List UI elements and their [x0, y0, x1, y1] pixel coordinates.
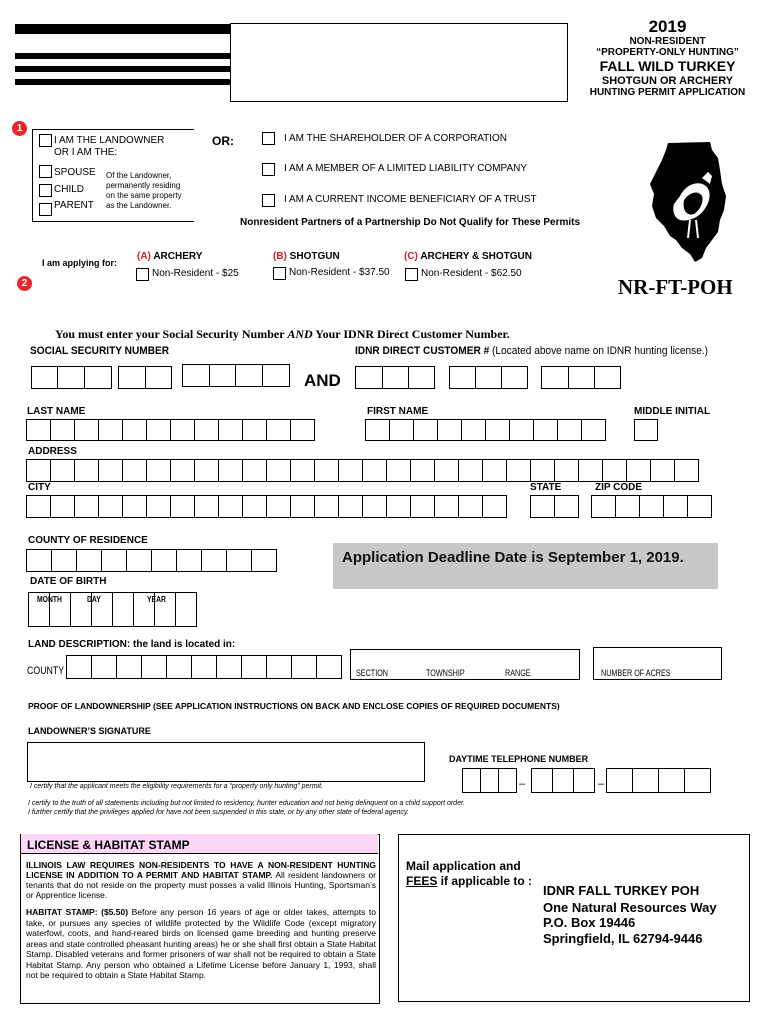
- input-cell[interactable]: [291, 655, 317, 679]
- header-line5: HUNTING PERMIT APPLICATION: [589, 87, 746, 98]
- ssn-group-2[interactable]: [118, 366, 172, 389]
- input-cell[interactable]: [578, 459, 603, 482]
- township-label: TOWNSHIP: [426, 668, 465, 678]
- input-cell[interactable]: [170, 419, 195, 441]
- option-a-price: Non-Resident - $25: [152, 268, 239, 279]
- relation-note-line: as the Landowner.: [106, 201, 172, 210]
- spouse-label: SPOUSE: [54, 167, 96, 178]
- city-label: CITY: [28, 482, 51, 493]
- input-cell[interactable]: [338, 495, 363, 518]
- input-cell[interactable]: [266, 655, 292, 679]
- city-cells[interactable]: [26, 495, 507, 518]
- option-b-checkbox[interactable]: [273, 267, 286, 280]
- input-cell[interactable]: [51, 549, 77, 572]
- idnr-group-2[interactable]: [449, 366, 528, 389]
- input-cell[interactable]: [101, 549, 127, 572]
- input-cell[interactable]: [242, 419, 267, 441]
- applying-label: I am applying for:: [42, 258, 118, 268]
- input-cell[interactable]: [116, 655, 142, 679]
- input-cell[interactable]: [314, 459, 339, 482]
- input-cell[interactable]: [290, 459, 315, 482]
- input-cell[interactable]: [434, 495, 459, 518]
- option-c-letter: (C): [404, 251, 418, 262]
- option-b-header: [273, 251, 340, 262]
- phone-line-cells[interactable]: [606, 768, 711, 793]
- input-cell[interactable]: [687, 495, 712, 518]
- input-cell[interactable]: [554, 459, 579, 482]
- input-cell[interactable]: [362, 495, 387, 518]
- middle-initial-label: MIDDLE INITIAL: [634, 406, 711, 417]
- input-cell[interactable]: [602, 459, 627, 482]
- input-cell[interactable]: [410, 459, 435, 482]
- habitat-stamp-bold: HABITAT STAMP: ($5.50): [26, 907, 129, 917]
- mail-line-2-rest: if applicable to :: [437, 874, 533, 888]
- trust-checkbox[interactable]: [262, 194, 275, 207]
- mail-addr-1: IDNR FALL TURKEY POH: [543, 883, 700, 898]
- input-cell[interactable]: [141, 655, 167, 679]
- phone-dash-2: –: [598, 778, 605, 790]
- option-a-header: [137, 251, 202, 262]
- llc-label: I AM A MEMBER OF A LIMITED LIABILITY COMPANY: [284, 163, 528, 174]
- county-residence-cells[interactable]: [26, 549, 277, 572]
- input-cell[interactable]: [639, 495, 664, 518]
- input-cell[interactable]: [218, 495, 243, 518]
- input-cell[interactable]: [485, 419, 510, 441]
- license-law-text: [26, 860, 376, 900]
- input-cell[interactable]: [194, 495, 219, 518]
- ssn-label: SOCIAL SECURITY NUMBER: [30, 345, 170, 357]
- input-cell[interactable]: [170, 459, 195, 482]
- county-label: COUNTY: [27, 665, 65, 677]
- input-cell[interactable]: [386, 495, 411, 518]
- input-cell[interactable]: [290, 495, 315, 518]
- habitat-stamp-text: [26, 907, 376, 981]
- deadline-text: Application Deadline Date is September 1, 2019.: [342, 549, 684, 566]
- input-cell[interactable]: [437, 419, 462, 441]
- input-cell[interactable]: [242, 495, 267, 518]
- input-cell[interactable]: [530, 495, 555, 518]
- child-label: CHILD: [54, 184, 85, 195]
- parent-checkbox[interactable]: [39, 203, 52, 216]
- step-1-badge: 1: [12, 121, 27, 136]
- parent-label: PARENT: [54, 200, 94, 211]
- zip-cells[interactable]: [591, 495, 712, 518]
- phone-area-cells[interactable]: [462, 768, 517, 793]
- input-cell[interactable]: [650, 459, 675, 482]
- address-cells[interactable]: [26, 459, 699, 482]
- certify-line-3: I further certify that the privileges applied for have not been suspended in this state, or by any other state of federal agency.: [28, 809, 409, 816]
- input-cell[interactable]: [226, 549, 252, 572]
- input-cell[interactable]: [126, 549, 152, 572]
- input-cell[interactable]: [615, 495, 640, 518]
- input-cell[interactable]: [26, 419, 51, 441]
- mail-line-1: Mail application and: [406, 859, 521, 873]
- input-cell[interactable]: [146, 419, 171, 441]
- input-cell[interactable]: [194, 419, 219, 441]
- acres-label: NUMBER OF ACRES: [601, 668, 671, 678]
- header-bar-3: [15, 66, 230, 72]
- input-cell[interactable]: [386, 459, 411, 482]
- input-cell[interactable]: [74, 419, 99, 441]
- option-c-name: ARCHERY & SHOTGUN: [420, 251, 532, 262]
- input-cell[interactable]: [151, 549, 177, 572]
- header-bar-2: [15, 53, 230, 59]
- input-cell[interactable]: [434, 459, 459, 482]
- landowner-checkbox[interactable]: [39, 134, 52, 147]
- id-instruction-pre: You must enter your Social Security Number: [55, 327, 288, 341]
- input-cell[interactable]: [50, 459, 75, 482]
- input-cell[interactable]: [74, 495, 99, 518]
- input-cell[interactable]: [533, 419, 558, 441]
- header-title: [570, 18, 765, 99]
- id-instruction-post: Your IDNR Direct Customer Number.: [312, 327, 510, 341]
- phone-prefix-cells[interactable]: [531, 768, 595, 793]
- input-cell[interactable]: [122, 495, 147, 518]
- dob-year-label: YEAR: [147, 595, 166, 604]
- input-cell[interactable]: [112, 592, 134, 627]
- mail-addr-2: One Natural Resources Way: [543, 900, 717, 915]
- header-bar-1: [15, 24, 230, 34]
- header-line3: FALL WILD TURKEY: [599, 58, 736, 74]
- input-cell[interactable]: [98, 419, 123, 441]
- state-cells[interactable]: [530, 495, 579, 518]
- certify-line-1: I certify that the applicant meets the eligibility requirements for a “property only hunting” permit.: [30, 783, 323, 790]
- input-cell[interactable]: [482, 495, 507, 518]
- license-title: LICENSE & HABITAT STAMP: [27, 838, 190, 852]
- signature-label: LANDOWNER’S SIGNATURE: [28, 726, 151, 736]
- certify-line-2: I certify to the truth of all statements including but not limited to residency, hunter education and not being delinquent on a child support order.: [28, 800, 465, 807]
- ssn-group-1[interactable]: [31, 366, 112, 389]
- signature-box[interactable]: [27, 742, 425, 782]
- relation-note: [106, 171, 182, 211]
- or-i-am-label: OR I AM THE:: [54, 147, 118, 158]
- trust-label: I AM A CURRENT INCOME BENEFICIARY OF A TRUST: [284, 194, 537, 205]
- dob-month-label: MONTH: [37, 595, 62, 604]
- county-cells[interactable]: [66, 655, 342, 679]
- input-cell[interactable]: [26, 459, 51, 482]
- input-cell[interactable]: [122, 419, 147, 441]
- input-cell[interactable]: [410, 495, 435, 518]
- partners-note: Nonresident Partners of a Partnership Do Not Qualify for These Permits: [240, 217, 581, 228]
- habitat-stamp-rest: Before any person 16 years of age or older takes, attempts to take, or pursues any species of wildlife protected by the Wildlife Code (except migratory waterfowl, coots, and hand-reared birds on licensed game breeding and hunting preserve areas and state controlled pheasant hunting areas) he or she shall first obtain a State Habitat Stamp. Disabled veterans and former prisoners of war shall not be required to obtain a State Habitat Stamp. Any person who obtained a Lifetime License before January 1, 1993, shall not be required to obtain a State Habitat Stamp.: [26, 907, 376, 980]
- input-cell[interactable]: [316, 655, 342, 679]
- input-cell[interactable]: [218, 459, 243, 482]
- input-cell[interactable]: [290, 419, 315, 441]
- illinois-turkey-logo: [640, 140, 735, 265]
- relation-note-line: on the same property: [106, 191, 182, 200]
- option-a-name: ARCHERY: [153, 251, 203, 262]
- license-title-bar: [21, 834, 378, 854]
- input-cell[interactable]: [76, 549, 102, 572]
- section-label: SECTION: [356, 668, 389, 678]
- first-name-label: FIRST NAME: [367, 406, 429, 417]
- idnr-note: (Located above name on IDNR hunting license.): [492, 345, 709, 357]
- input-cell[interactable]: [98, 495, 123, 518]
- input-cell[interactable]: [251, 549, 277, 572]
- header-box: [230, 23, 568, 102]
- id-instruction: [55, 327, 510, 342]
- option-b-price: Non-Resident - $37.50: [289, 267, 390, 278]
- step-2-badge: 2: [17, 276, 32, 291]
- option-a-checkbox[interactable]: [136, 268, 149, 281]
- input-cell[interactable]: [266, 459, 291, 482]
- input-cell[interactable]: [194, 459, 219, 482]
- input-cell[interactable]: [314, 495, 339, 518]
- input-cell[interactable]: [66, 655, 92, 679]
- input-cell[interactable]: [338, 459, 363, 482]
- input-cell[interactable]: [216, 655, 242, 679]
- input-cell[interactable]: [413, 419, 438, 441]
- input-cell[interactable]: [166, 655, 192, 679]
- option-b-letter: (B): [273, 251, 287, 262]
- input-cell[interactable]: [674, 459, 699, 482]
- deadline-banner: [333, 543, 718, 589]
- input-cell[interactable]: [581, 419, 606, 441]
- input-cell[interactable]: [365, 419, 390, 441]
- spouse-checkbox[interactable]: [39, 165, 52, 178]
- dob-day-label: DAY: [87, 595, 101, 604]
- input-cell[interactable]: [266, 419, 291, 441]
- input-cell[interactable]: [91, 655, 117, 679]
- input-cell[interactable]: [530, 459, 555, 482]
- or-label: OR:: [212, 134, 234, 148]
- header-line2: “PROPERTY-ONLY HUNTING”: [596, 47, 739, 58]
- and-label: AND: [304, 371, 341, 390]
- zip-label: ZIP CODE: [595, 482, 643, 493]
- shareholder-checkbox[interactable]: [262, 132, 275, 145]
- input-cell[interactable]: [98, 459, 123, 482]
- input-cell[interactable]: [241, 655, 267, 679]
- land-desc-label: LAND DESCRIPTION: the land is located in:: [28, 639, 236, 650]
- header-line4: SHOTGUN OR ARCHERY: [601, 75, 734, 87]
- input-cell[interactable]: [557, 419, 582, 441]
- license-law-bold: ILLINOIS LAW REQUIRES NON-RESIDENTS TO HAVE A NON-RESIDENT HUNTING LICENSE IN ADDITION TO A PERMIT AND HABITAT STAMP.: [26, 860, 376, 880]
- input-cell[interactable]: [663, 495, 688, 518]
- input-cell[interactable]: [26, 495, 51, 518]
- input-cell[interactable]: [266, 495, 291, 518]
- last-name-label: LAST NAME: [27, 406, 86, 417]
- middle-initial-cell[interactable]: [634, 419, 658, 441]
- input-cell[interactable]: [26, 549, 52, 572]
- input-cell[interactable]: [389, 419, 414, 441]
- landowner-label: I AM THE LANDOWNER: [54, 135, 165, 146]
- input-cell[interactable]: [175, 592, 197, 627]
- input-cell[interactable]: [482, 459, 507, 482]
- dob-label: DATE OF BIRTH: [30, 576, 107, 587]
- input-cell[interactable]: [122, 459, 147, 482]
- input-cell[interactable]: [218, 419, 243, 441]
- permit-code: NR-FT-POH: [618, 275, 733, 299]
- input-cell[interactable]: [458, 459, 483, 482]
- input-cell[interactable]: [146, 495, 171, 518]
- header-year: 2019: [648, 17, 687, 36]
- relation-note-line: permanently residing: [106, 181, 181, 190]
- idnr-label: [355, 345, 708, 357]
- input-cell[interactable]: [146, 459, 171, 482]
- input-cell[interactable]: [191, 655, 217, 679]
- idnr-label-text: IDNR DIRECT CUSTOMER #: [355, 345, 490, 357]
- input-cell[interactable]: [50, 495, 75, 518]
- option-c-checkbox[interactable]: [405, 268, 418, 281]
- address-label: ADDRESS: [28, 446, 77, 457]
- mail-addr-4: Springfield, IL 62794-9446: [543, 931, 703, 946]
- child-checkbox[interactable]: [39, 184, 52, 197]
- option-b-name: SHOTGUN: [289, 251, 340, 262]
- last-name-cells[interactable]: [26, 419, 315, 441]
- range-label: RANGE: [505, 668, 531, 678]
- option-c-price: Non-Resident - $62.50: [421, 268, 522, 279]
- input-cell[interactable]: [170, 495, 195, 518]
- input-cell[interactable]: [461, 419, 486, 441]
- input-cell[interactable]: [509, 419, 534, 441]
- input-cell[interactable]: [626, 459, 651, 482]
- input-cell[interactable]: [506, 459, 531, 482]
- phone-label: DAYTIME TELEPHONE NUMBER: [449, 754, 589, 764]
- input-cell[interactable]: [201, 549, 227, 572]
- proof-label: PROOF OF LANDOWNERSHIP (SEE APPLICATION INSTRUCTIONS ON BACK AND ENCLOSE COPIES OF REQUIRED DOCUMENTS): [28, 701, 560, 711]
- header-line1: NON-RESIDENT: [629, 36, 706, 47]
- id-instruction-and: AND: [287, 327, 313, 341]
- input-cell[interactable]: [74, 459, 99, 482]
- phone-dash-1: –: [519, 778, 526, 790]
- input-cell[interactable]: [176, 549, 202, 572]
- county-residence-label: COUNTY OF RESIDENCE: [28, 535, 148, 546]
- input-cell[interactable]: [50, 419, 75, 441]
- input-cell[interactable]: [242, 459, 267, 482]
- option-c-header: [404, 251, 532, 262]
- input-cell[interactable]: [554, 495, 579, 518]
- option-a-letter: (A): [137, 251, 151, 262]
- mail-addr-3: P.O. Box 19446: [543, 915, 636, 930]
- header-bar-4: [15, 79, 230, 85]
- ssn-group-3[interactable]: [182, 364, 290, 387]
- input-cell[interactable]: [362, 459, 387, 482]
- idnr-group-1[interactable]: [355, 366, 435, 389]
- input-cell[interactable]: [591, 495, 616, 518]
- mail-line-2: [406, 874, 532, 888]
- llc-checkbox[interactable]: [262, 163, 275, 176]
- relation-note-line: Of the Landowner,: [106, 171, 172, 180]
- mail-fees: FEES: [406, 874, 438, 888]
- input-cell[interactable]: [458, 495, 483, 518]
- idnr-group-3[interactable]: [541, 366, 621, 389]
- license-law-rest: All resident landowners or tenants that do not reside on the property must posses a valid Illinois Hunting, Sportsman’s or Apprentice license.: [26, 870, 376, 900]
- first-name-cells[interactable]: [365, 419, 606, 441]
- shareholder-label: I AM THE SHAREHOLDER OF A CORPORATION: [284, 133, 508, 144]
- state-label: STATE: [530, 482, 562, 493]
